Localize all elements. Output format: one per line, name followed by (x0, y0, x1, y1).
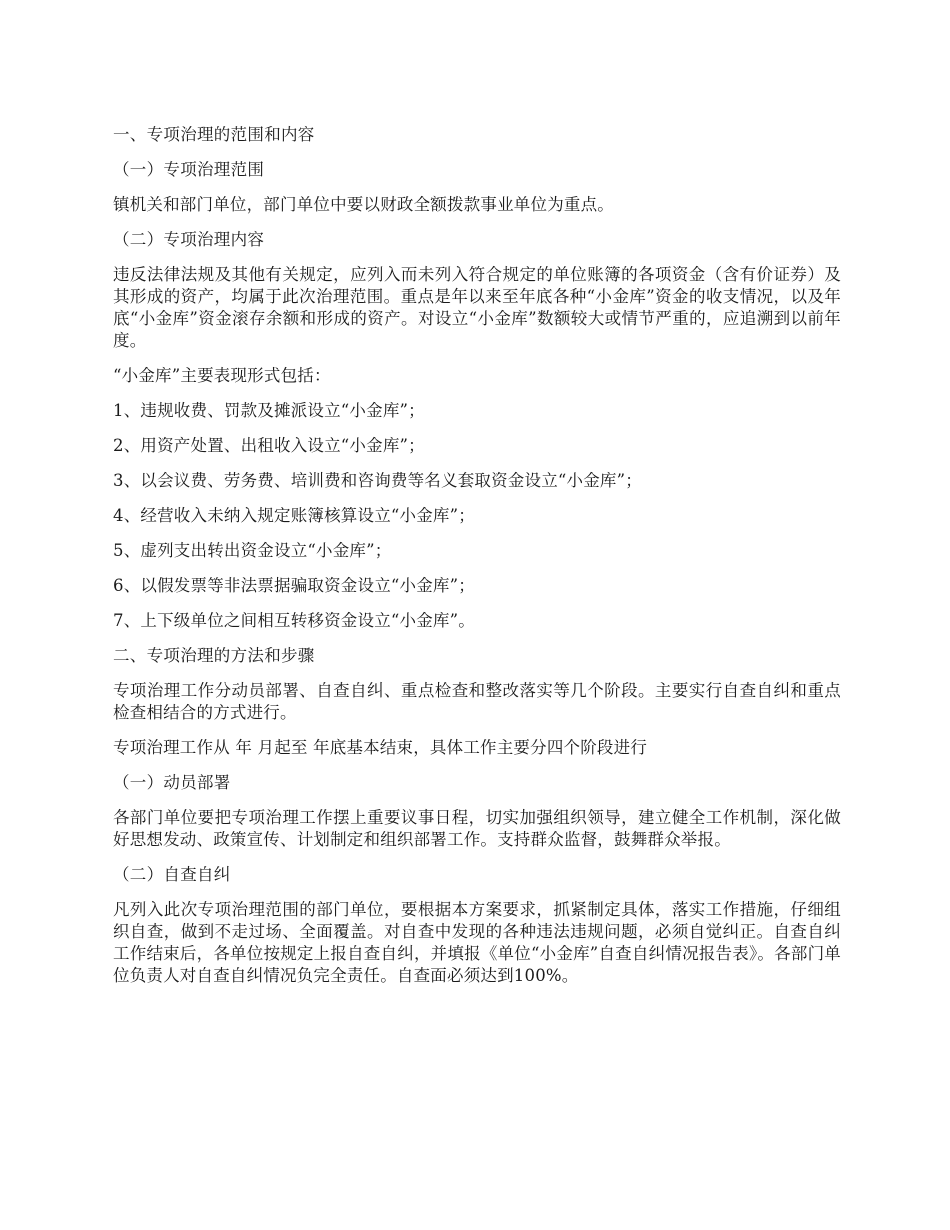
list-item: 2、用资产处置、出租收入设立“小金库”； (113, 436, 425, 455)
section1-content-text: 违反法律法规及其他有关规定，应列入而未列入符合规定的单位账簿的各项资金（含有价证券）及其形成的资产，均属于此次治理范围。重点是年以来至年底各种“小金库”资金的收支情况，以及年底“小金库”资金滚存余额和形成的资产。对设立“小金库”数额较大或情节严重的，应追溯到以前年度。 (113, 265, 841, 350)
list-item: 4、经营收入未纳入规定账簿核算设立“小金库”； (113, 506, 475, 525)
section2-mobilization-text: 各部门单位要把专项治理工作摆上重要议事日程，切实加强组织领导，建立健全工作机制，深化做好思想发动、政策宣传、计划制定和组织部署工作。支持群众监督，鼓舞群众举报。 (113, 808, 841, 849)
document-body (113, 124, 841, 1000)
section1-subheading-scope: （一）专项治理范围 (113, 160, 265, 179)
section2-subheading-mobilization: （一）动员部署 (113, 773, 231, 792)
forms-intro: “小金库”主要表现形式包括： (113, 366, 331, 385)
section1-title: 一、专项治理的范围和内容 (113, 125, 315, 144)
section2-title: 二、专项治理的方法和步骤 (113, 646, 315, 665)
section2-timeline-text: 专项治理工作从 年 月起至 年底基本结束，具体工作主要分四个阶段进行 (113, 738, 648, 757)
section2-overview-text: 专项治理工作分动员部署、自查自纠、重点检查和整改落实等几个阶段。主要实行自查自纠和重点检查相结合的方式进行。 (113, 681, 841, 722)
section2-subheading-selfcheck: （二）自查自纠 (113, 865, 231, 884)
list-item: 5、虚列支出转出资金设立“小金库”； (113, 541, 392, 560)
list-item: 3、以会议费、劳务费、培训费和咨询费等名义套取资金设立“小金库”； (113, 471, 642, 490)
list-item: 6、以假发票等非法票据骗取资金设立“小金库”； (113, 576, 475, 595)
section1-scope-text: 镇机关和部门单位，部门单位中要以财政全额拨款事业单位为重点。 (113, 195, 614, 214)
section1-subheading-content: （二）专项治理内容 (113, 230, 265, 249)
section2-selfcheck-text: 凡列入此次专项治理范围的部门单位，要根据本方案要求，抓紧制定具体，落实工作措施，仔细组织自查，做到不走过场、全面覆盖。对自查中发现的各种违法违规问题，必须自觉纠正。自查自纠工作结束后，各单位按规定上报自查自纠，并填报《单位“小金库”自查自纠情况报告表》。各部门单位负责人对自查自纠情况负完全责任。自查面必须达到100%。 (113, 900, 841, 985)
list-item: 7、上下级单位之间相互转移资金设立“小金库”。 (113, 611, 475, 630)
list-item: 1、违规收费、罚款及摊派设立“小金库”； (113, 401, 425, 420)
